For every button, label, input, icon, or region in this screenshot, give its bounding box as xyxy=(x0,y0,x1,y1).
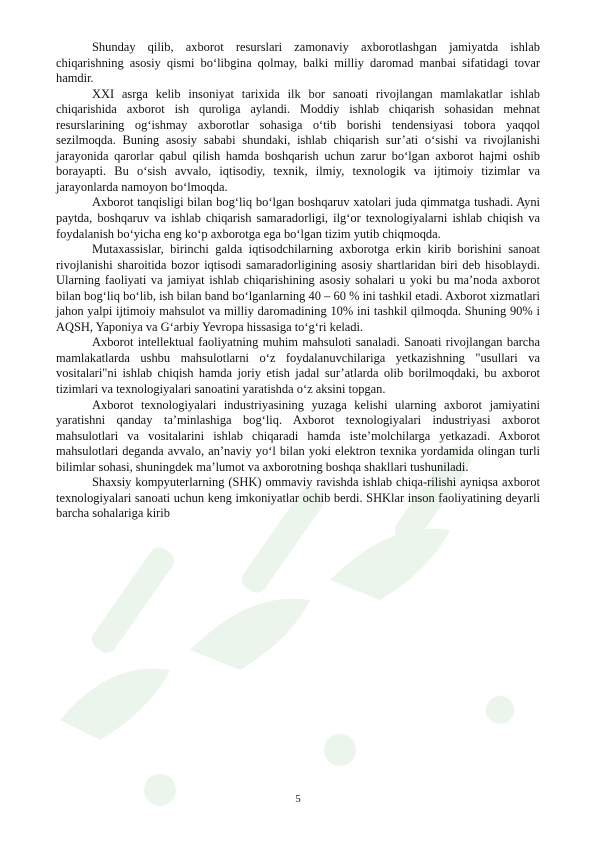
paragraph: Axborot intellektual faoliyatning muhim mahsuloti sanaladi. Sanoati rivojlangan barcha mamlakatlarda ushbu mahsulotlarni o‘z foydalanuvchilariga yetkazishning "usullari va vositalari"ni ishlab chiqish hamda joriy etish jadal sur’atlarda olib borilmoqdaki, bu axborot tizimlari va texnologiyalari sanoatini yaratishda o‘z aksini topgan. xyxy=(56,335,540,397)
paragraph: Mutaxassislar, birinchi galda iqtisodchilarning axborotga erkin kirib borishini sanoat rivojlanishi sharoitida bozor iqtisodi samaradorligining asosiy shartlaridan biri deb hisoblaydi. Ularning faoliyati va jamiyat ishlab chiqarishining asosiy sohalari u yoki bu ma’noda axborot bilan bog‘liq bo‘lib, ish bilan band bo‘lganlarning 40 – 60 % ini tashkil etadi. Axborot xizmatlari jahon yalpi ijtimoiy mahsulot va milliy daromadining 10% ini tashkil qilmoqda. Shuning 90% i AQSH, Yaponiya va G‘arbiy Yevropa hissasiga to‘g‘ri keladi. xyxy=(56,242,540,334)
paragraph: Shaxsiy kompyuterlarning (SHK) ommaviy ravishda ishlab chiqa-rilishi ayniqsa axborot texnologiyalari sanoati uchun keng imkoniyatlar ochib berdi. SHKlar inson faoliyatining deyarli barcha sohalariga kirib xyxy=(56,475,540,521)
paragraph: XXI asrga kelib insoniyat tarixida ilk bor sanoati rivojlangan mamlakatlar ishlab chiqarishida axborot ish quroliga aylandi. Moddiy ishlab chiqarish sohasidan mehnat resurslarining og‘ishmay axborotlar sohasiga o‘tib borishi tendensiyasi tobora yaqqol sezilmoqda. Buning asosiy sababi shundaki, ishlab chiqarish sur’ati o‘sishi va rivojlanishi jarayonida qarorlar qabul qilish hamda boshqarish uchun zarur bo‘lgan axborot hajmi oshib borayapti. Bu o‘sish avvalo, iqtisodiy, texnik, ilmiy, texnologik va ijtimoiy tizimlar va jarayonlarda namoyon bo‘lmoqda. xyxy=(56,86,540,194)
paragraph: Axborot tanqisligi bilan bog‘liq bo‘lgan boshqaruv xatolari juda qimmatga tushadi. Ayni paytda, boshqaruv va ishlab chiqarish samaradorligi, ilg‘or texnologiyalarni ishlab chiqish va foydalanish bo‘yicha eng ko‘p axborotga ega bo‘lgan tizim yutib chiqmoqda. xyxy=(56,195,540,241)
body-text xyxy=(56,40,540,522)
paragraph: Shunday qilib, axborot resurslari zamonaviy axborotlashgan jamiyatda ishlab chiqarishning asosiy qismi bo‘libgina qolmay, balki milliy daromad manbai sifatidagi tovar hamdir. xyxy=(56,40,540,86)
paragraph: Axborot texnologiyalari industriyasining yuzaga kelishi ularning axborot jamiyatini yaratishni qanday ta’minlashiga bog‘liq. Axborot texnologiyalari industriyasi axborot mahsulotlari va vositalarini ishlab chiqaradi hamda iste’molchilarga yetkazadi. Axborot mahsulotlari deganda avvalo, an’naviy yo‘l bilan yoki elektron texnika yordamida olingan turli bilimlar sohasi, shuningdek ma’lumot va axborotning boshqa shakllari tushuniladi. xyxy=(56,397,540,474)
page-number: 5 xyxy=(295,793,301,805)
